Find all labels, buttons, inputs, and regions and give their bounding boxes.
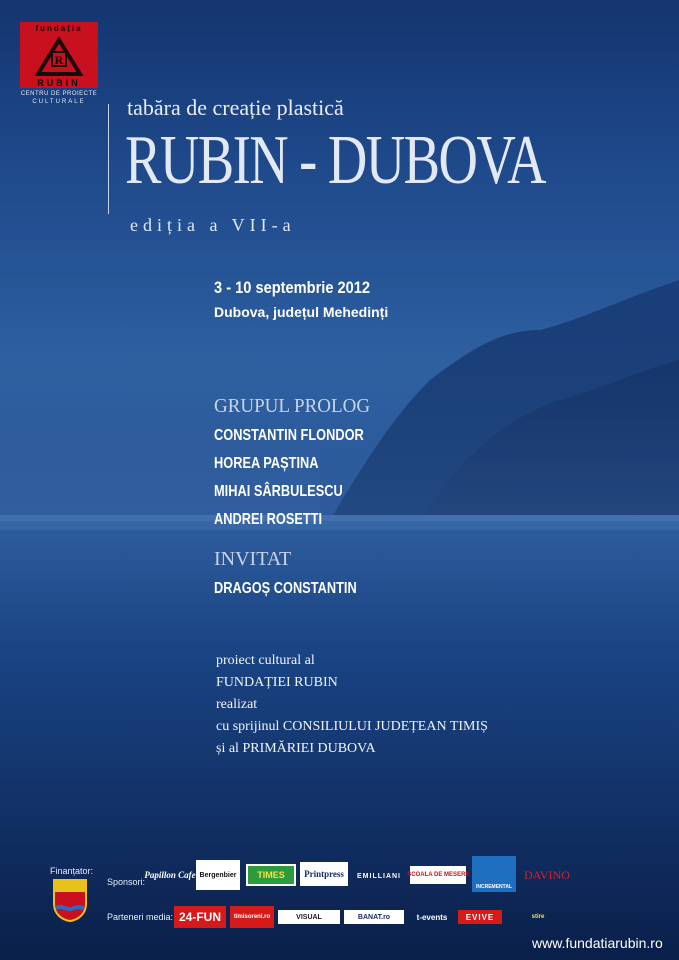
sponsor-logo-scoala-de-meserii: SCOALA DE MESERII: [410, 866, 466, 884]
credit-line: FUNDAȚIEI RUBIN: [216, 675, 338, 690]
media-logo-evive: EVIVE: [458, 910, 502, 924]
website-link[interactable]: www.fundatiarubin.ro: [532, 935, 663, 951]
credit-line: cu sprijinul CONSILIULUI JUDEȚEAN TIMIȘ: [216, 719, 488, 734]
poster-subtitle: tabăra de creație plastică: [127, 95, 344, 120]
logo-name-text: RUBIN: [37, 78, 81, 88]
media-logo-t-events: t-events: [416, 912, 448, 922]
sponsor-logo-printpress: Printpress: [300, 862, 348, 886]
media-logo-timisoreni: timisoreni.ro: [230, 906, 274, 928]
edition-text: ediția a VII-a: [130, 215, 296, 235]
sponsor-logo-times: TIMES: [246, 864, 296, 886]
media-logo-banat: BANAT.ro: [344, 910, 404, 924]
group-member: MIHAI SÂRBULESCU: [214, 483, 343, 500]
logo-tagline-line2: CULTURALE: [32, 99, 86, 105]
media-logo-stire: stire: [531, 914, 545, 920]
sponsor-logo-emilliani: EMILLIANI: [357, 872, 401, 880]
funder-label: Finanțator:: [50, 866, 94, 876]
event-dates: 3 - 10 septembrie 2012: [214, 278, 371, 297]
credit-line: și al PRIMĂRIEI DUBOVA: [216, 741, 376, 756]
group-member: HOREA PAȘTINA: [214, 455, 319, 472]
sponsor-logo-bergenbier: Bergenbier: [196, 860, 240, 890]
media-partners-label: Parteneri media:: [107, 912, 174, 922]
poster-title: RUBIN - DUBOVA: [125, 122, 546, 199]
guest-name: DRAGOȘ CONSTANTIN: [214, 580, 357, 597]
sponsor-logo-davino: DAVINO: [524, 867, 570, 882]
vertical-divider: [108, 104, 109, 214]
group-member: CONSTANTIN FLONDOR: [214, 427, 364, 444]
media-logo-visual: VISUAL: [278, 910, 340, 924]
credit-line: realizat: [216, 697, 258, 712]
sponsor-logo-incremental: INCREMENTAL: [472, 856, 516, 892]
group-member: ANDREI ROSETTI: [214, 511, 323, 528]
media-logo-24-fun: 24-FUN: [174, 906, 226, 928]
credit-line: proiect cultural al: [216, 653, 315, 668]
svg-text:R: R: [54, 53, 64, 67]
coat-of-arms-icon: [52, 878, 88, 922]
group-heading: GRUPUL PROLOG: [214, 395, 371, 417]
sponsors-label: Sponsori:: [107, 877, 146, 887]
event-location: Dubova, județul Mehedinți: [214, 304, 389, 320]
logo-tagline-line1: CENTRU DE PROIECTE: [20, 91, 98, 97]
logo-top-text: fundația: [35, 24, 83, 33]
sponsor-logo-papillon: Papillon Cafe: [144, 870, 196, 880]
guest-heading: INVITAT: [214, 548, 292, 570]
